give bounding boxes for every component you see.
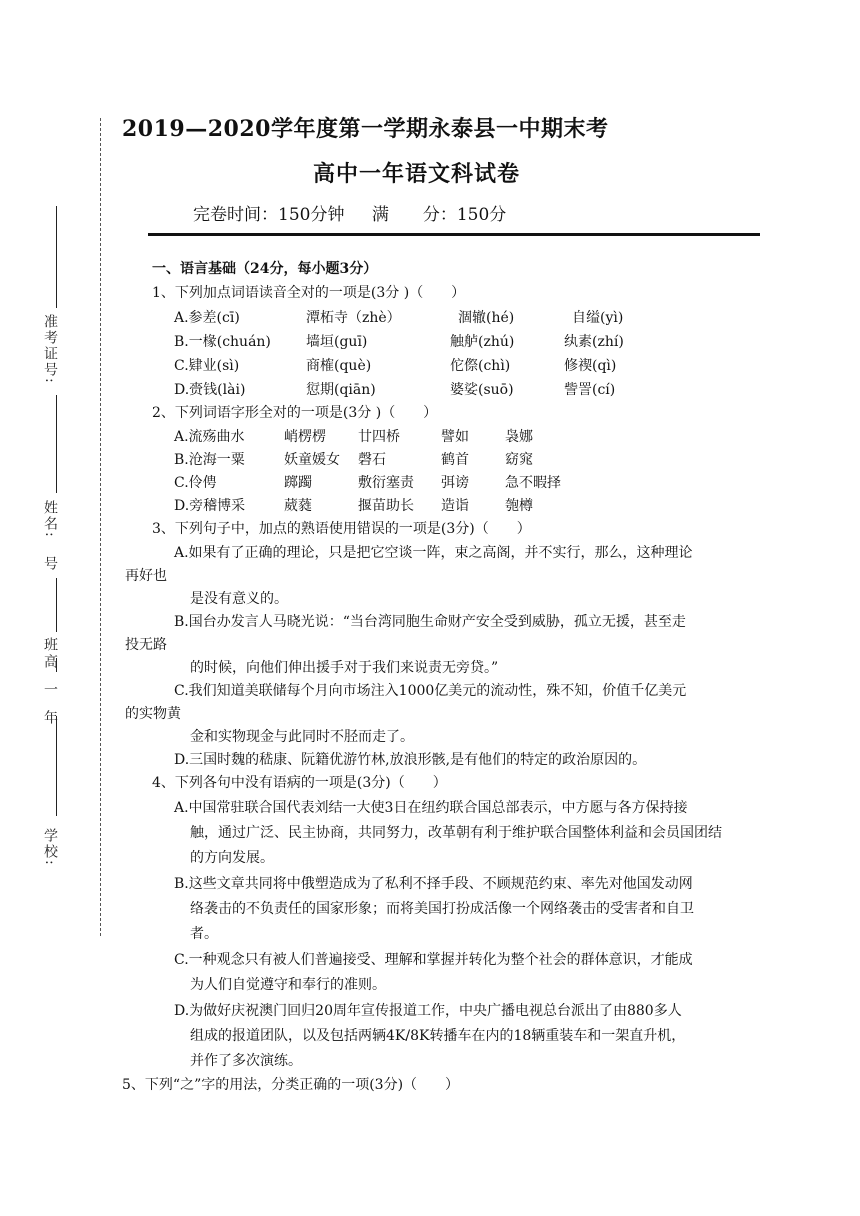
q2-b-4: 鹤首: [441, 452, 469, 468]
q2-b-3: 磬石: [358, 452, 386, 468]
q3-a-line2: 再好也: [125, 568, 167, 584]
q4-a-line1: A.中国常驻联合国代表刘结一大使3日在纽约联合国总部表示，中方愿与各方保持接: [174, 800, 688, 816]
q3-c-line3: 金和实物现金与此同时不胫而走了。: [190, 729, 414, 745]
q2-d-2: 葳蕤: [284, 498, 312, 514]
q2-b-2: 妖童媛女: [284, 452, 340, 468]
school-label: 学校:: [42, 828, 58, 867]
q1-b-4: 纨素(zhí): [564, 334, 624, 350]
q1-c-4: 修禊(qì): [564, 358, 617, 374]
number-label: 号: [42, 556, 58, 572]
q3-c-line1: C.我们知道美联储每个月向市场注入1000亿美元的流动性，殊不知，价值千亿美元: [174, 683, 687, 699]
full-score: 满 分：150分: [371, 205, 507, 225]
q3-c-line2: 的实物黄: [125, 706, 181, 722]
q2-c-1: C.伶俜: [174, 475, 217, 491]
q3-d-line1: D.三国时魏的嵇康、阮籍优游竹林,放浪形骸,是有他们的特定的政治原因的。: [174, 752, 647, 768]
q3-b-line1: B.国台办发言人马晓光说：“当台湾同胞生命财产安全受到威胁，孤立无援，甚至走: [174, 614, 686, 630]
q2-c-4: 弭谤: [441, 475, 469, 491]
q2-b-5: 窈窕: [505, 452, 533, 468]
q1-b-3: 触舻(zhú): [450, 334, 515, 350]
q1-c-1: C.肄业(sì): [174, 358, 240, 374]
q2-c-5: 急不暇择: [505, 475, 561, 491]
q4-d-line3: 并作了多次演练。: [190, 1053, 302, 1069]
q2-d-1: D.旁稽博采: [174, 498, 246, 514]
q1-d-3: 婆娑(suō): [450, 382, 514, 398]
q4-b-line1: B.这些文章共同将中俄塑造成为了私利不择手段、不顾规范约束、率先对他国发动网: [174, 876, 693, 892]
q4-d-line1: D.为做好庆祝澳门回归20周年宣传报道工作，中央广播电视总台派出了由880多人: [174, 1003, 682, 1019]
q4-d-line2: 组成的报道团队，以及包括两辆4K/8K转播车在内的18辆重装车和一架直升机，: [190, 1028, 686, 1044]
grade-underline: [56, 716, 57, 816]
q2-a-2: 峭楞楞: [284, 429, 326, 445]
class-label: 班: [42, 637, 58, 653]
q4-b-line2: 络袭击的不负责任的国家形象；而将美国打扮成活像一个网络袭击的受害者和自卫: [190, 901, 694, 917]
q2-d-4: 造诣: [441, 498, 469, 514]
q3-stem: 3、下列句子中，加点的熟语使用错误的一项是(3分)（ ）: [152, 521, 531, 537]
q1-b-2: 墙垣(guī): [306, 334, 368, 350]
q3-b-line3: 的时候，向他们伸出援手对于我们来说责无旁贷。”: [190, 660, 499, 676]
q2-d-5: 匏樽: [505, 498, 533, 514]
q4-a-line2: 触，通过广泛、民主协商，共同努力，改革朝有利于维护联合国整体利益和会员国团结: [190, 825, 722, 841]
q1-a-1: A.参差(cī): [174, 310, 240, 326]
binding-dashed-line: [100, 118, 101, 936]
q1-a-4: 自缢(yì): [572, 310, 624, 326]
q4-c-line1: C.一种观念只有被人们普遍接受、理解和掌握并转化为整个社会的群体意识，才能成: [174, 952, 693, 968]
q1-a-3: 涸辙(hé): [458, 310, 515, 326]
q2-a-3: 廿四桥: [358, 429, 400, 445]
number-underline: [56, 578, 57, 632]
q2-a-5: 袅娜: [505, 429, 533, 445]
q2-c-3: 敷衍塞责: [358, 475, 414, 491]
q4-stem: 4、下列各句中没有语病的一项是(3分)（ ）: [152, 775, 447, 791]
q4-a-line3: 的方向发展。: [190, 850, 274, 866]
q4-c-line2: 为人们自觉遵守和奉行的准则。: [190, 977, 386, 993]
q2-d-3: 揠苗助长: [358, 498, 414, 514]
q2-b-1: B.沧海一粟: [174, 452, 245, 468]
section-heading: 一、语言基础（24分，每小题3分）: [152, 261, 378, 277]
q2-c-2: 踯躅: [284, 475, 312, 491]
q1-d-2: 愆期(qiān): [306, 382, 376, 398]
q2-a-4: 譬如: [441, 429, 469, 445]
exam-meta: [193, 200, 528, 225]
q1-d-1: D.赍钱(lài): [174, 382, 246, 398]
time-limit: 完卷时间：150分钟: [193, 205, 345, 225]
q1-b-1: B.一椽(chuán): [174, 334, 271, 350]
exam-number-underline: [56, 206, 57, 308]
q1-d-4: 訾詈(cí): [564, 382, 616, 398]
name-underline: [56, 395, 57, 493]
exam-subtitle: 高中一年语文科试卷: [313, 161, 521, 187]
q5-stem: 5、下列“之”字的用法，分类正确的一项(3分)（ ）: [122, 1077, 460, 1093]
q4-b-line3: 者。: [190, 926, 218, 942]
header-rule: [148, 233, 760, 236]
q3-a-line3: 是没有意义的。: [190, 591, 288, 607]
name-label: 姓名:: [42, 500, 58, 539]
q2-stem: 2、下列词语字形全对的一项是(3分 )（ ）: [152, 405, 438, 421]
q3-a-line1: A.如果有了正确的理论，只是把它空谈一阵，束之高阁，并不实行，那么，这种理论: [174, 545, 693, 561]
q2-a-1: A.流殇曲水: [174, 429, 245, 445]
exam-number-label: 准考证号:: [42, 314, 58, 385]
q1-stem: 1、下列加点词语读音全对的一项是(3分 )（ ）: [152, 285, 466, 301]
exam-title: 2019—2020学年度第一学期永泰县一中期末考: [122, 116, 609, 142]
grade-label: 高一年: [42, 654, 58, 738]
q3-b-line2: 投无路: [125, 637, 167, 653]
q1-c-2: 商榷(què): [306, 358, 372, 374]
q1-c-3: 佗傺(chì): [450, 358, 511, 374]
q1-a-2: 潭柘寺（zhè）: [306, 310, 401, 326]
